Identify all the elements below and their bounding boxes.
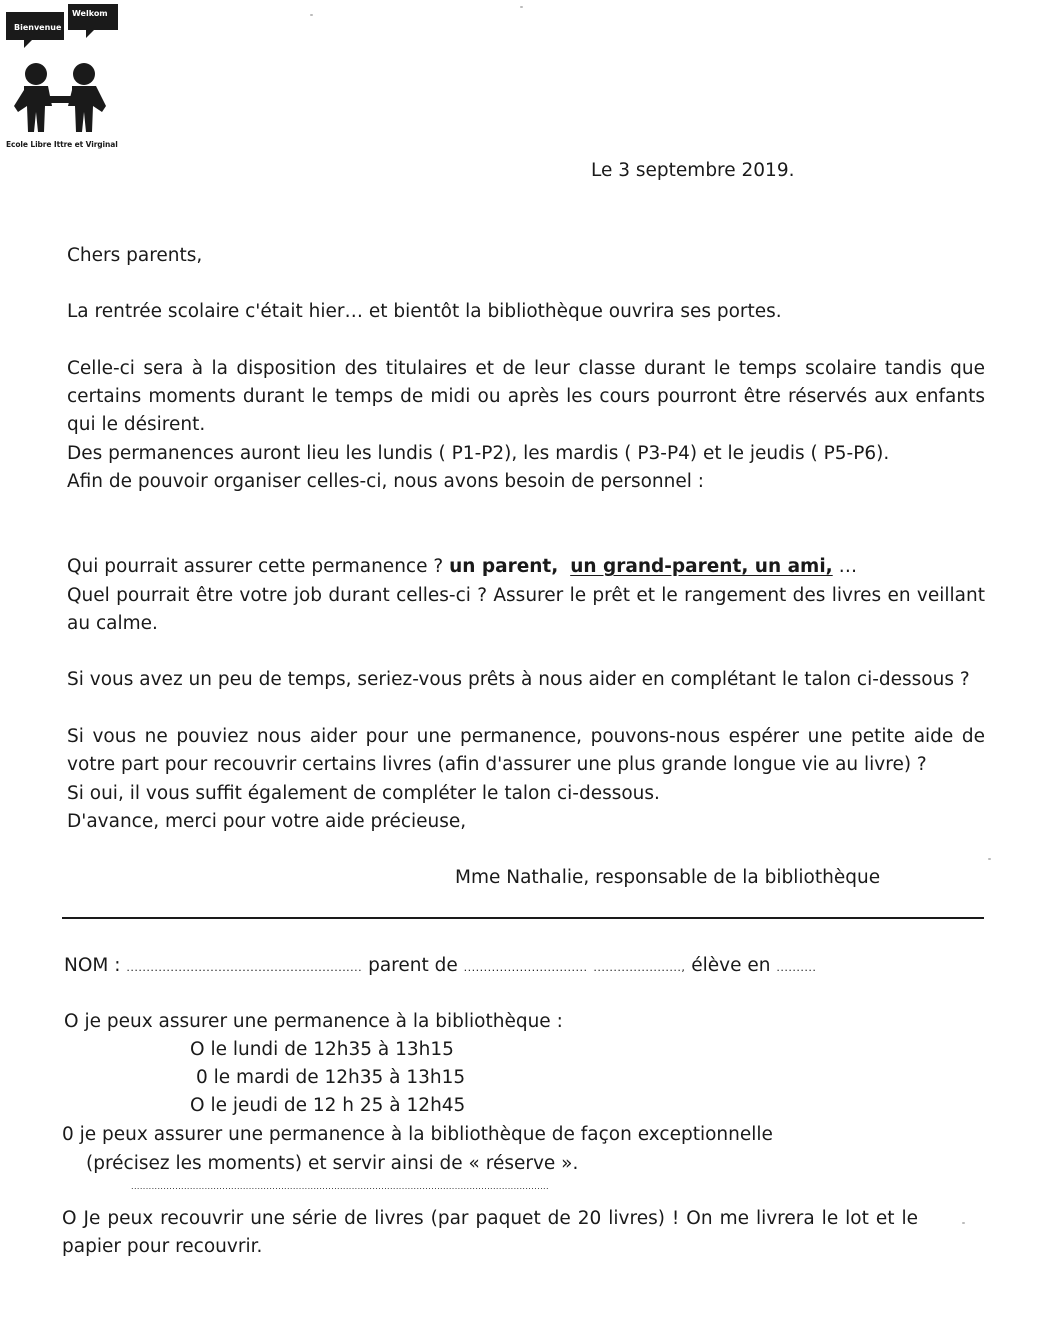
form-nom-line [64,952,816,982]
option-exceptionnelle[interactable]: 0 je peux assurer une permanence à la bibliothèque de façon exceptionnelle [62,1124,773,1145]
scan-speck [962,1222,965,1224]
svg-text:Bienvenue: Bienvenue [14,23,62,32]
scan-speck [310,14,313,16]
parent-field-2[interactable]: ......................, [593,961,686,974]
option-jeudi[interactable]: O le jeudi de 12 h 25 à 12h45 [190,1095,466,1116]
letter-greeting: Chers parents, [67,245,203,266]
nom-field[interactable]: ........................................................... [126,961,363,974]
letter-intro: La rentrée scolaire c'était hier… et bientôt la bibliothèque ouvrira ses portes. [67,301,782,322]
question-who-underlined: un grand-parent, un ami, [570,556,833,577]
letter-signature: Mme Nathalie, responsable de la bibliothèque [455,867,881,888]
paragraph-organiser: Afin de pouvoir organiser celles-ci, nous avons besoin de personnel : [67,471,704,492]
option-permanence[interactable]: O je peux assurer une permanence à la bibliothèque : [64,1011,563,1032]
svg-text:Welkom: Welkom [72,9,108,18]
question-who-ellipsis: … [832,556,858,577]
option-exceptionnelle-details: (précisez les moments) et servir ainsi de « réserve ». [86,1153,579,1174]
scan-speck [988,858,991,860]
option-recouvrir[interactable]: O Je peux recouvrir une série de livres (par paquet de 20 livres) ! On me livrera le lot et le papier pour recouvrir. [62,1208,918,1257]
paragraph-merci: D'avance, merci pour votre aide précieuse, [67,811,467,832]
school-logo-caption: Ecole Libre Ittre et Virginal [6,140,118,149]
option-mardi[interactable]: 0 le mardi de 12h35 à 13h15 [196,1067,466,1088]
question-who-text: Qui pourrait assurer cette permanence ? [67,556,450,577]
letter-date: Le 3 septembre 2019. [591,160,795,181]
question-who [67,553,857,581]
question-job: Quel pourrait être votre job durant celles-ci ? Assurer le prêt et le rangement des livres en veillant au calme. [67,585,985,634]
scan-speck [520,6,523,8]
cut-line-divider [62,917,984,919]
eleve-label: élève en [691,955,771,976]
paragraph-si-oui: Si oui, il vous suffit également de compléter le talon ci-dessous. [67,783,660,804]
paragraph-recouvrir: Si vous ne pouviez nous aider pour une permanence, pouvons-nous espérer une petite aide de votre part pour recouvrir certains livres (afin d'assurer une plus grande longue vie au livre) ? [67,726,985,775]
paragraph-permanences: Des permanences auront lieu les lundis ( P1-P2), les mardis ( P3-P4) et le jeudis ( P5-P6). [67,443,890,464]
question-time: Si vous avez un peu de temps, seriez-vous prêts à nous aider en complétant le talon ci-dessous ? [67,669,970,690]
paragraph-disposition: Celle-ci sera à la disposition des titulaires et de leur classe durant le temps scolaire tandis que certains moments durant le temps de midi ou après les cours pourront être réservés aux enfants qui le désirent. [67,358,985,435]
parent-label: parent de [368,955,458,976]
school-logo [2,0,122,160]
moments-field[interactable]: .............................................................................................................................................. [131,1182,549,1191]
question-who-bold: un parent, [449,556,559,577]
option-lundi[interactable]: O le lundi de 12h35 à 13h15 [190,1039,454,1060]
school-logo-graphic [2,0,122,140]
eleve-field[interactable]: .......... [776,961,817,974]
nom-label: NOM : [64,955,121,976]
parent-field-1[interactable]: ............................... [463,961,588,974]
